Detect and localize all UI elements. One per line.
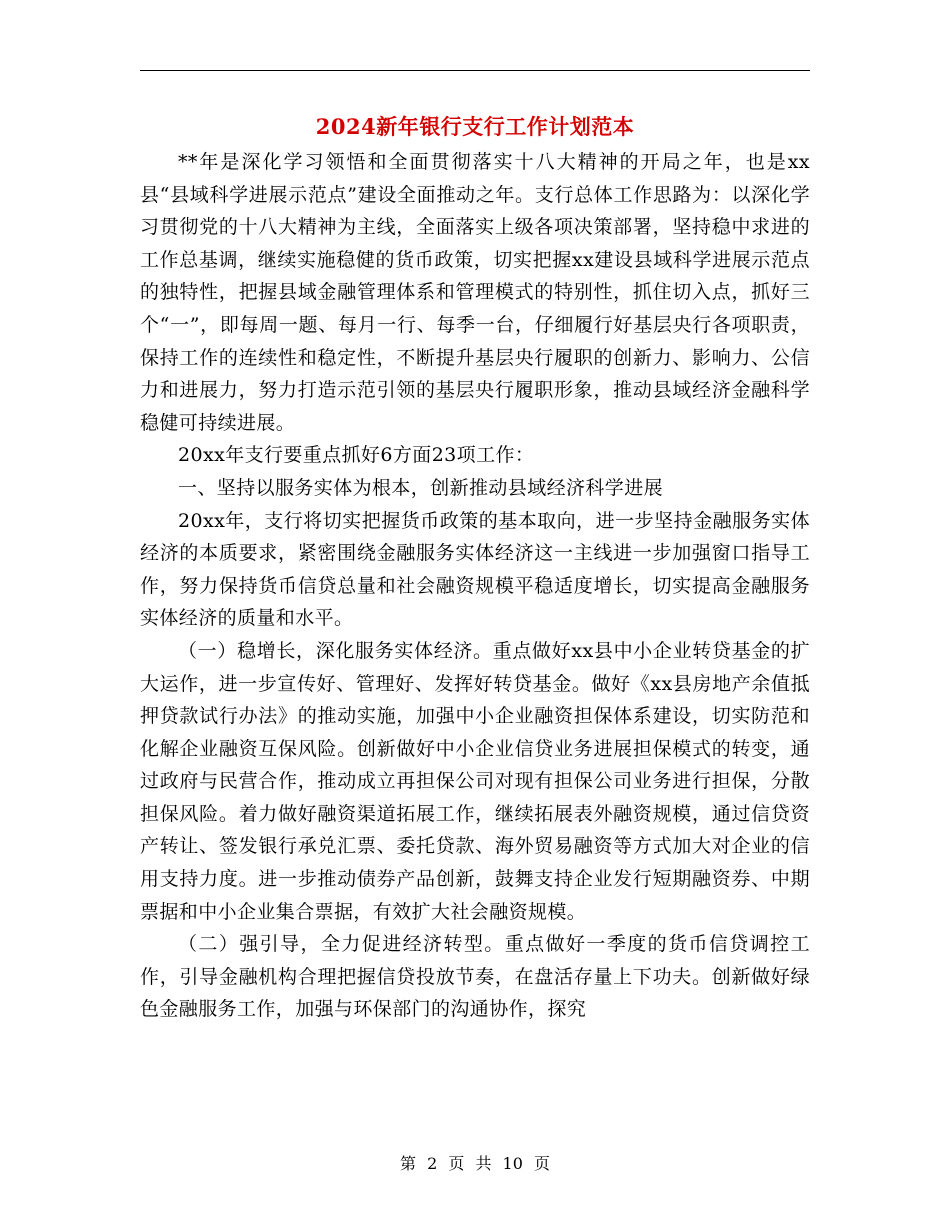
page-footer: 第 2 页 共 10 页 <box>400 1154 550 1173</box>
paragraph-overview: 20xx年支行要重点抓好6方面23项工作： <box>178 444 535 467</box>
header-rule <box>140 70 810 71</box>
document-body <box>140 146 810 1026</box>
paragraph-section-1: 20xx年，支行将切实把握货币政策的基本取向，进一步坚持金融服务实体经济的本质要求，紧密围绕金融服务实体经济这一主线进一步加强窗口指导工作，努力保持货币信贷总量和社会融资规模平稳适度增长，切实提高金融服务实体经济的质量和水平。 <box>140 509 810 630</box>
paragraph-intro: **年是深化学习领悟和全面贯彻落实十八大精神的开局之年，也是xx县“县域科学进展示范点”建设全面推动之年。支行总体工作思路为：以深化学习贯彻党的十八大精神为主线，全面落实上级各项决策部署，坚持稳中求进的工作总基调，继续实施稳健的货币政策，切实把握xx建设县域科学进展示范点的独特性，把握县域金融管理体系和管理模式的特别性，抓住切入点，抓好三个“一”，即每周一题、每月一行、每季一台，仔细履行好基层央行各项职责，保持工作的连续性和稳定性，不断提升基层央行履职的创新力、影响力、公信力和进展力，努力打造示范引领的基层央行履职形象，推动县域经济金融科学稳健可持续进展。 <box>140 151 810 434</box>
document-title: 2024新年银行支行工作计划范本 <box>315 114 635 139</box>
section-heading-1: 一、坚持以服务实体为根本，创新推动县域经济科学进展 <box>178 476 664 499</box>
paragraph-item-2: （二）强引导，全力促进经济转型。重点做好一季度的货币信贷调控工作，引导金融机构合理把握信贷投放节奏，在盘活存量上下功夫。创新做好绿色金融服务工作，加强与环保部门的沟通协作，探究 <box>140 933 810 1021</box>
paragraph-item-1: （一）稳增长，深化服务实体经济。重点做好xx县中小企业转贷基金的扩大运作，进一步宣传好、管理好、发挥好转贷基金。做好《xx县房地产余值抵押贷款试行办法》的推动实施，加强中小企业融资担保体系建设，切实防范和化解企业融资互保风险。创新做好中小企业信贷业务进展担保模式的转变，通过政府与民营合作，推动成立再担保公司对现有担保公司业务进行担保，分散担保风险。着力做好融资渠道拓展工作，继续拓展表外融资规模，通过信贷资产转让、签发银行承兑汇票、委托贷款、海外贸易融资等方式加大对企业的信用支持力度。进一步推动债券产品创新，鼓舞支持企业发行短期融资券、中期票据和中小企业集合票据，有效扩大社会融资规模。 <box>140 639 810 923</box>
